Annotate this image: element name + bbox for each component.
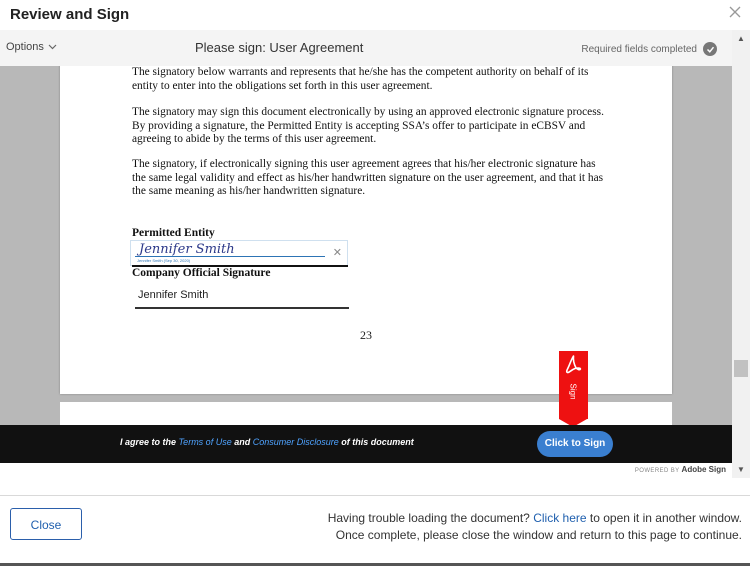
agree-prefix: I agree to the bbox=[120, 437, 179, 447]
terms-of-use-link[interactable]: Terms of Use bbox=[178, 437, 232, 447]
scroll-down-icon[interactable]: ▼ bbox=[737, 465, 745, 474]
page-number: 23 bbox=[360, 328, 372, 342]
powered-by-bar bbox=[0, 463, 732, 478]
options-label: Options bbox=[6, 41, 44, 53]
paragraph-authority: The signatory below warrants and represents that he/she has the competent authority on behalf of its entity to enter into the obligations set forth in this user agreement. bbox=[132, 66, 589, 92]
signature-script: Jennifer Smith bbox=[139, 242, 235, 257]
signature-field[interactable] bbox=[130, 240, 348, 266]
powered-by-text bbox=[635, 465, 726, 474]
trouble-suffix: to open it in another window. bbox=[586, 511, 742, 525]
sign-tab-label: Sign bbox=[568, 383, 578, 400]
agree-suffix: of this document bbox=[338, 437, 414, 447]
chevron-down-icon bbox=[48, 44, 57, 50]
powered-by-brand: Adobe Sign bbox=[681, 465, 726, 474]
vertical-scrollbar[interactable] bbox=[732, 30, 750, 478]
trouble-line-1 bbox=[328, 510, 742, 527]
dialog-title: Review and Sign bbox=[10, 6, 130, 23]
click-here-link[interactable]: Click here bbox=[533, 511, 587, 525]
close-icon[interactable] bbox=[728, 5, 742, 19]
agree-text bbox=[120, 437, 414, 447]
check-circle-icon bbox=[703, 42, 717, 56]
dialog-header bbox=[0, 0, 750, 30]
company-signature-label: Company Official Signature bbox=[132, 267, 271, 279]
click-to-sign-button[interactable]: Click to Sign bbox=[537, 431, 613, 457]
status-text: Required fields completed bbox=[581, 43, 697, 55]
signature-caption: Jennifer Smith (Sep 30, 2020) bbox=[137, 258, 191, 263]
scrollbar-thumb[interactable] bbox=[734, 360, 748, 377]
signature-underline bbox=[135, 256, 325, 257]
document-title: Please sign: User Agreement bbox=[195, 40, 364, 55]
permitted-entity-label: Permitted Entity bbox=[132, 227, 215, 239]
trouble-message bbox=[328, 510, 742, 544]
document-page bbox=[60, 66, 672, 394]
footer-divider bbox=[0, 495, 750, 496]
powered-by-prefix: POWERED BY bbox=[634, 468, 680, 474]
agree-middle: and bbox=[231, 437, 253, 447]
trouble-line-2: Once complete, please close the window and return to this page to continue. bbox=[335, 528, 742, 542]
document-viewer[interactable] bbox=[0, 66, 732, 425]
adobe-acrobat-icon bbox=[559, 351, 588, 381]
agree-bar bbox=[0, 425, 732, 463]
consumer-disclosure-link[interactable]: Consumer Disclosure bbox=[252, 437, 339, 447]
close-button[interactable]: Close bbox=[10, 508, 82, 540]
signer-name-field[interactable]: Jennifer Smith bbox=[138, 289, 209, 301]
name-rule bbox=[135, 307, 349, 309]
clear-signature-icon[interactable]: ✕ bbox=[332, 247, 342, 259]
required-fields-status bbox=[581, 42, 717, 56]
options-menu[interactable] bbox=[6, 41, 57, 53]
document-toolbar bbox=[0, 30, 750, 67]
trouble-prefix: Having trouble loading the document? bbox=[327, 511, 534, 525]
scroll-up-icon[interactable]: ▲ bbox=[737, 34, 745, 43]
paragraph-electronic-signature: The signatory may sign this document electronically by using an approved electronic signature process. By providing a signature, the Permitted Entity is accepting SSA’s offer to participate in eCBSV and agreeing to abide by the terms of this user agreement. bbox=[132, 106, 604, 145]
paragraph-legal-validity: The signatory, if electronically signing this user agreement agrees that his/her electronic signature has the same legal validity and effect as his/her handwritten signature on the user agreement, and that it has the same meaning as his/her handwritten signature. bbox=[132, 158, 604, 197]
